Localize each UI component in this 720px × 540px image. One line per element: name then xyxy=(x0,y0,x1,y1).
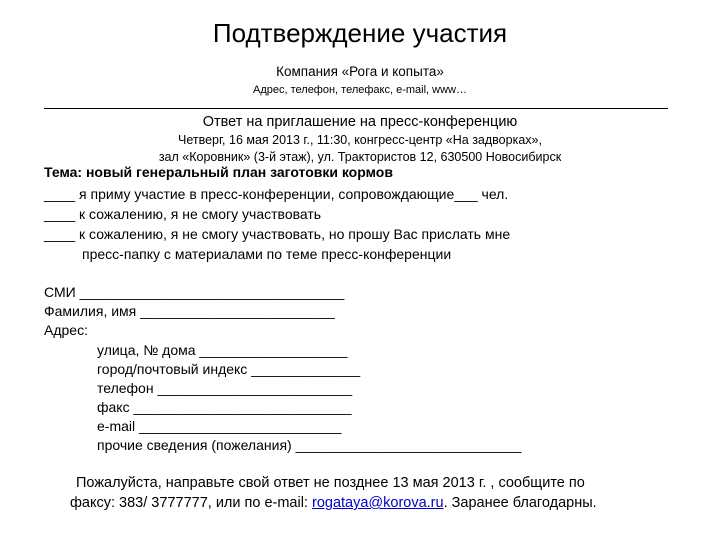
conference-date-place: Четверг, 16 мая 2013 г., 11:30, конгресс-центр «На задворках», xyxy=(178,133,542,147)
reply-title: Ответ на приглашение на пресс-конференцию xyxy=(202,114,518,130)
name-field[interactable]: Фамилия, имя _________________________ xyxy=(44,303,335,319)
media-field[interactable]: СМИ __________________________________ xyxy=(44,284,345,300)
conference-address: зал «Коровник» (3-й этаж), ул. Трактористов 12, 630500 Новосибирск xyxy=(158,150,562,164)
option-decline-continuation: пресс-папку с материалами по теме пресс-конференции xyxy=(82,246,452,262)
footer-thanks: . Заранее благодарны. xyxy=(443,495,597,511)
postal-field[interactable]: город/почтовый индекс ______________ xyxy=(97,361,361,377)
option-attend[interactable]: ____ я приму участие в пресс-конференции, сопровождающие___ чел. xyxy=(44,186,509,202)
company-contacts: Адрес, телефон, телефакс, e-mail, www… xyxy=(253,84,467,96)
company-name: Компания «Рога и копыта» xyxy=(276,64,444,79)
street-field[interactable]: улица, № дома ___________________ xyxy=(97,342,348,358)
page-title: Подтверждение участия xyxy=(212,18,508,48)
contact-email-link[interactable]: rogataya@korova.ru xyxy=(311,495,444,511)
footer-contact-line xyxy=(70,495,597,511)
option-decline[interactable]: ____ к сожалению, я не смогу участвовать xyxy=(44,206,322,222)
footer-deadline: Пожалуйста, направьте свой ответ не позднее 13 мая 2013 г. , сообщите по xyxy=(76,475,585,491)
topic-heading: Тема: новый генеральный план заготовки кормов xyxy=(44,164,393,180)
email-field[interactable]: e-mail __________________________ xyxy=(97,418,342,434)
address-label: Адрес: xyxy=(44,322,88,338)
header-divider xyxy=(44,108,668,109)
fax-field[interactable]: факс ____________________________ xyxy=(97,399,352,415)
option-decline-send-materials[interactable]: ____ к сожалению, я не смогу участвовать, но прошу Вас прислать мне xyxy=(44,226,511,242)
footer-fax-text: факсу: 383/ 3777777, или по e-mail: xyxy=(70,495,312,511)
other-info-field[interactable]: прочие сведения (пожелания) _____________________________ xyxy=(97,437,522,453)
phone-field[interactable]: телефон _________________________ xyxy=(97,380,353,396)
